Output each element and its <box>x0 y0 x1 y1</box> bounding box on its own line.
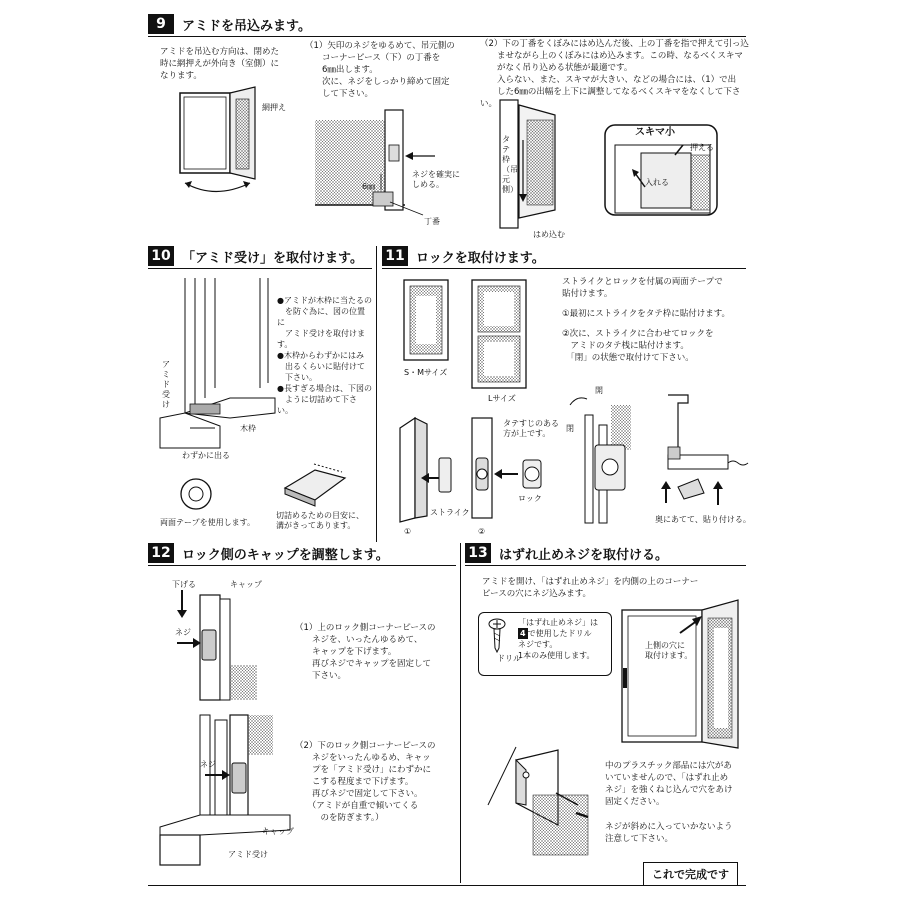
divider <box>460 543 461 883</box>
label-l-size: Lサイズ <box>488 394 516 403</box>
section-9-header <box>148 14 311 34</box>
cap-lower-illustration <box>150 715 290 865</box>
section-13-intro: アミドを開け、「はずれ止めネジ」を内側の上のコーナー ピースの穴にネジ込みます。 <box>482 577 699 599</box>
bottom-divider <box>148 885 746 886</box>
label-wazuka: わずかに出る <box>182 451 230 460</box>
step-ref-badge: 4 <box>520 629 526 638</box>
section-13-note1: 中のプラスチック部品には穴があ いていませんので、「はずれ止め ネジ」を強くねじ込んで穴をあけ 固定ください。 <box>605 761 733 807</box>
gap-detail-illustration <box>605 125 720 217</box>
section-12-header <box>148 543 389 563</box>
section-13-note2: ネジが斜めに入っていかないよう 注意して下さい。 <box>605 822 733 844</box>
strike-icon <box>436 456 456 496</box>
label-tape: 両面テープを使用します。 <box>160 518 255 527</box>
section-title: ロックを取付けます。 <box>416 250 545 266</box>
label-lock: ロック <box>518 494 542 503</box>
label-cut: 切詰めるための目安に、 溝がきってあります。 <box>276 511 364 530</box>
label-tatewaku: タテ枠（吊元側） <box>502 135 518 194</box>
door-sm-size-icon <box>402 278 452 363</box>
screw-insert-illustration <box>488 745 598 860</box>
label-amioshae: 網押え <box>262 103 286 112</box>
screw-note-text <box>518 617 610 661</box>
section-9-step1: （1）矢印のネジをゆるめて、吊元側の コーナーピース（下）の丁番を 6㎜出します。 次に、ネジをしっかり締めて固定 して下さい。 <box>305 41 455 99</box>
section-title: アミドを吊込みます。 <box>182 18 311 34</box>
label-sm-size: S・Mサイズ <box>404 368 448 377</box>
lock-closed-illustration <box>565 395 635 525</box>
divider <box>382 268 746 269</box>
label-hamekomu: はめ込む <box>533 230 565 239</box>
label-drill: ドリル <box>497 654 521 663</box>
section-13-header <box>465 543 668 563</box>
screw-note-line2: で使用したドリル ネジです。 1本のみ使用します。 <box>518 629 595 660</box>
label-circle-2: ② <box>478 527 486 536</box>
label-neji: ネジ <box>175 628 191 637</box>
cap-upper-illustration <box>172 585 257 700</box>
section-12-step2: （2）下のロック側コーナーピースの ネジをいったんゆるめ、キャッ プを「アミド受け」にわずかに こする程度まで下げます。 再びネジで固定して下さい。 （アミドが自重で傾いてくる のを防ぎます。） <box>295 741 436 823</box>
label-screw-fix: ネジを確実に しめる。 <box>412 170 460 189</box>
section-11-header <box>382 246 545 266</box>
screw-note-line1: 「はずれ止めネジ」は <box>518 618 598 627</box>
step-number: 12 <box>148 543 174 563</box>
label-6mm: 6㎜ <box>362 182 376 191</box>
label-strike: ストライク <box>430 508 470 517</box>
label-kai: 開 <box>595 386 603 395</box>
amidouke-install-illustration <box>160 278 280 448</box>
step-number: 11 <box>382 246 408 266</box>
section-12-step1: （1）上のロック側コーナーピースの ネジを、いったんゆるめて、 キャップを下げます。 再びネジでキャップを固定して 下さい。 <box>295 623 436 681</box>
divider <box>148 268 372 269</box>
label-cap2: キャップ <box>262 827 294 836</box>
section-title: 「アミド受け」を取付けます。 <box>182 250 363 266</box>
door-l-size-icon <box>470 278 530 393</box>
label-amidouke: アミド受け <box>162 360 170 409</box>
label-tatesuji: タテすじのある 方が上です。 <box>503 419 559 438</box>
label-hole: 上側の穴に 取付けます。 <box>645 641 693 660</box>
divider <box>148 565 456 566</box>
section-10-header <box>148 246 363 266</box>
door-open-illustration <box>620 598 745 748</box>
label-hinge: 丁番 <box>424 217 440 226</box>
label-amidouke-2: アミド受け <box>228 850 268 859</box>
label-circle-1: ① <box>404 527 412 536</box>
divider <box>465 565 746 566</box>
section-9-step2: （2）下の丁番をくぼみにはめ込んだ後、上の丁番を指で押えて引っ込 ませながら上のくぼみにはめ込みます。この時、なるべくスキマ がなく吊り込める状態が最適です。 入らない、また、スキマが大きい、などの場合には、（1）で出 した6㎜の出幅を上下に調整してなるべくスキマをなくして下さい。 <box>480 39 749 109</box>
section-title: はずれ止めネジを取付ける。 <box>499 547 669 563</box>
label-sageru: 下げる <box>172 580 196 589</box>
completion-label: これで完成です <box>643 862 738 886</box>
section-10-notes: ●アミドが木枠に当たるの を防ぐ為に、図の位置に アミド受けを取付けます。 ●木枠からわずかにはみ 出るくらいに貼付けて 下さい。 ●長すぎる場合は、下図の ように切詰めて下さい。 <box>277 296 372 415</box>
label-oku: 奥にあてて、貼り付ける。 <box>655 515 751 524</box>
divider <box>148 36 746 37</box>
strike-press-illustration <box>648 395 748 510</box>
label-neji2: ネジ <box>200 760 216 769</box>
section-title: ロック側のキャップを調整します。 <box>182 547 389 563</box>
section-11-step1: ①最初にストライクをタテ枠に貼付けます。 <box>562 309 731 319</box>
section-11-step2: ②次に、ストライクに合わせてロックを アミドのタテ桟に貼付けます。 「閉」の状態で取付けて下さい。 <box>562 329 714 363</box>
amidouke-piece-icon <box>280 460 355 510</box>
label-ireru: 入れる <box>645 178 669 187</box>
label-cap: キャップ <box>230 580 262 589</box>
step-number: 10 <box>148 246 174 266</box>
label-sukima: スキマ小 <box>635 127 675 138</box>
tape-roll-icon <box>178 476 218 516</box>
hinge-adjust-illustration <box>315 110 465 225</box>
divider <box>376 246 377 542</box>
label-kiwaku: 木枠 <box>240 424 256 433</box>
step-number: 13 <box>465 543 491 563</box>
label-osaeru: 押える <box>690 143 714 152</box>
label-hei: 閉 <box>566 424 574 433</box>
section-11-intro: ストライクとロックを付属の両面テープで 貼付けます。 <box>562 277 723 299</box>
step-number: 9 <box>148 14 174 34</box>
section-9-intro: アミドを吊込む方向は、閉めた 時に網押えが外向き（室側）に なります。 <box>160 47 280 81</box>
